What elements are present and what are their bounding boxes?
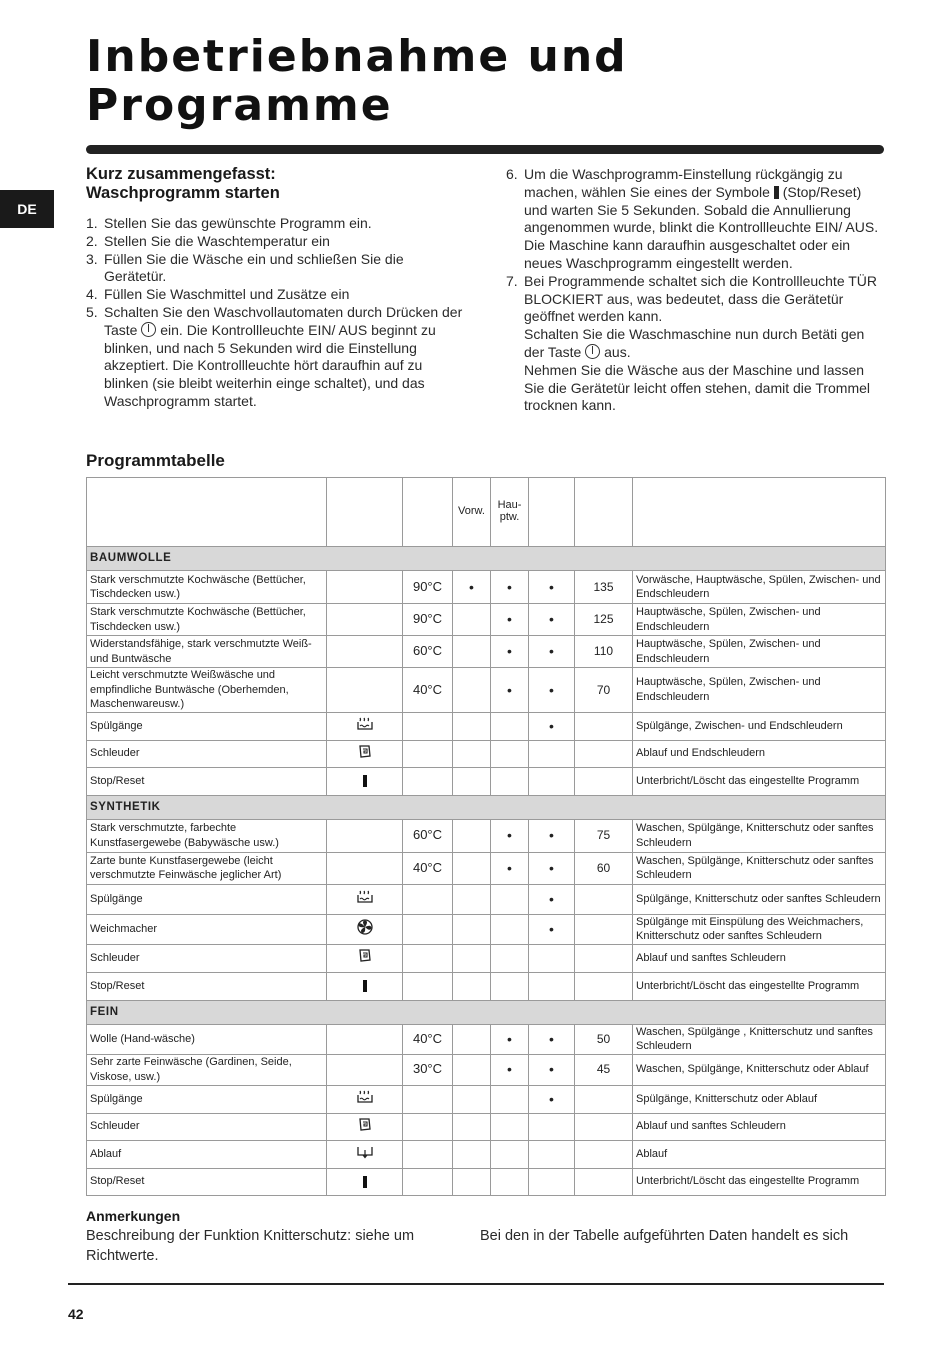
rinse-dot: • xyxy=(529,914,575,944)
program-info: Vorwäsche, Hauptwäsche, Spülen, Zwischen- und Endschleudern xyxy=(633,571,886,604)
header-cell xyxy=(403,478,453,547)
rinse-dot xyxy=(529,767,575,795)
mainwash-dot xyxy=(491,1140,529,1168)
table-row xyxy=(87,1168,886,1195)
steps-list-left xyxy=(86,215,466,411)
prewash-dot xyxy=(453,767,491,795)
mainwash-dot: • xyxy=(491,604,529,636)
rinse-dot: • xyxy=(529,1054,575,1085)
note-right: Bei den in der Tabelle aufgeführten Daten handelt es sich xyxy=(480,1228,849,1244)
duration-cell xyxy=(575,884,633,914)
stop-icon xyxy=(363,773,367,787)
duration-cell xyxy=(575,767,633,795)
program-table xyxy=(86,477,886,1196)
rinse-dot xyxy=(529,1140,575,1168)
program-description: Weichmacher xyxy=(87,914,327,944)
spin-icon xyxy=(358,948,372,965)
duration-cell: 125 xyxy=(575,604,633,636)
program-description: Stark verschmutzte Kochwäsche (Bettücher, Tischdecken usw.) xyxy=(87,571,327,604)
program-info: Unterbricht/Löscht das eingestellte Programm xyxy=(633,1168,886,1195)
program-info: Hauptwäsche, Spülen, Zwischen- und Endschleudern xyxy=(633,604,886,636)
mainwash-dot: • xyxy=(491,1024,529,1054)
step-item xyxy=(86,286,466,304)
step-text: Füllen Sie die Wäsche ein und schließen Sie die Gerätetür. xyxy=(104,250,404,285)
table-row xyxy=(87,767,886,795)
duration-cell: 45 xyxy=(575,1054,633,1085)
prewash-dot xyxy=(453,712,491,740)
program-symbol-cell xyxy=(327,712,403,740)
rinse-icon xyxy=(357,889,373,906)
program-description: Ablauf xyxy=(87,1140,327,1168)
program-symbol-cell xyxy=(327,571,403,604)
temperature-cell: 90°C xyxy=(403,571,453,604)
program-info: Spülgänge, Knitterschutz oder Ablauf xyxy=(633,1085,886,1113)
program-symbol-cell xyxy=(327,1054,403,1085)
section-name: FEIN xyxy=(87,1000,886,1024)
step-number: 6. xyxy=(506,166,518,182)
program-description: Schleuder xyxy=(87,740,327,767)
spin-icon xyxy=(358,1117,372,1134)
mainwash-dot xyxy=(491,740,529,767)
program-symbol-cell xyxy=(327,1168,403,1195)
duration-cell: 60 xyxy=(575,852,633,884)
rinse-icon xyxy=(357,716,373,733)
mainwash-dot: • xyxy=(491,668,529,713)
program-table-title: Programmtabelle xyxy=(86,451,225,470)
rinse-dot: • xyxy=(529,819,575,852)
prewash-dot xyxy=(453,1054,491,1085)
header-cell xyxy=(633,478,886,547)
stop-reset-icon xyxy=(774,186,779,199)
prewash-dot xyxy=(453,668,491,713)
temperature-cell: 40°C xyxy=(403,1024,453,1054)
mainwash-dot xyxy=(491,914,529,944)
temperature-cell xyxy=(403,972,453,1000)
duration-cell: 135 xyxy=(575,571,633,604)
table-row xyxy=(87,1024,886,1054)
rinse-dot: • xyxy=(529,852,575,884)
step-text-post: (Stop/Reset) und warten Sie 5 Sekunden. Sobald die Annullierung angenommen wurde, blinkt die Kontrollleuchte EIN/ AUS. Die Maschine kann daraufhin ausgeschaltet oder ein neues Waschprogramm eingestellt werden. xyxy=(524,183,879,271)
program-symbol-cell xyxy=(327,852,403,884)
table-row xyxy=(87,740,886,767)
temperature-cell: 40°C xyxy=(403,852,453,884)
program-description: Stop/Reset xyxy=(87,767,327,795)
page-number: 42 xyxy=(68,1306,84,1322)
table-row xyxy=(87,604,886,636)
duration-cell xyxy=(575,914,633,944)
page-title xyxy=(86,32,628,130)
program-info: Ablauf xyxy=(633,1140,886,1168)
quick-start-heading xyxy=(86,165,386,203)
program-info: Ablauf und sanftes Schleudern xyxy=(633,1113,886,1140)
table-row xyxy=(87,972,886,1000)
program-info: Ablauf und sanftes Schleudern xyxy=(633,944,886,972)
program-symbol-cell xyxy=(327,604,403,636)
program-description: Zarte bunte Kunstfasergewebe (leicht verschmutzte Feinwäsche jeglicher Art) xyxy=(87,852,327,884)
spin-icon xyxy=(358,744,372,761)
step-text-pre: Schalten Sie den Waschvollautomaten durch Drücken der Taste xyxy=(104,303,463,338)
duration-cell xyxy=(575,740,633,767)
program-description: Spülgänge xyxy=(87,1085,327,1113)
note-left: Beschreibung der Funktion Knitterschutz: siehe um Richtwerte. xyxy=(86,1228,415,1264)
duration-cell xyxy=(575,712,633,740)
program-info: Ablauf und Endschleudern xyxy=(633,740,886,767)
duration-cell: 110 xyxy=(575,636,633,668)
table-row xyxy=(87,944,886,972)
rinse-dot: • xyxy=(529,571,575,604)
program-symbol-cell xyxy=(327,972,403,1000)
program-symbol-cell xyxy=(327,668,403,713)
prewash-dot xyxy=(453,1168,491,1195)
program-info: Hauptwäsche, Spülen, Zwischen- und Endschleudern xyxy=(633,668,886,713)
rinse-dot xyxy=(529,740,575,767)
table-row xyxy=(87,636,886,668)
program-description: Stop/Reset xyxy=(87,972,327,1000)
rinse-dot: • xyxy=(529,604,575,636)
prewash-dot xyxy=(453,1113,491,1140)
prewash-dot xyxy=(453,884,491,914)
table-header-row xyxy=(87,478,886,547)
step-number: 4. xyxy=(86,286,98,303)
step-number: 7. xyxy=(506,272,518,289)
rinse-dot: • xyxy=(529,636,575,668)
program-symbol-cell xyxy=(327,636,403,668)
step-text: Stellen Sie die Waschtemperatur ein xyxy=(104,232,330,249)
temperature-cell: 90°C xyxy=(403,604,453,636)
page-title-line1: Inbetriebnahme und xyxy=(86,31,628,82)
program-symbol-cell xyxy=(327,1140,403,1168)
mainwash-dot xyxy=(491,972,529,1000)
step-item xyxy=(86,251,466,287)
section-header-row xyxy=(87,547,886,571)
step-number: 2. xyxy=(86,232,98,249)
program-description: Stark verschmutzte, farbechte Kunstfasergewebe (Babywäsche usw.) xyxy=(87,819,327,852)
program-description: Spülgänge xyxy=(87,712,327,740)
duration-cell xyxy=(575,1168,633,1195)
mainwash-dot xyxy=(491,767,529,795)
step-text-pre: Schalten Sie die Waschmaschine nun durch Betäti gen der Taste xyxy=(524,326,865,360)
stop-icon xyxy=(363,1173,367,1187)
page-title-line2: Programme xyxy=(86,80,393,131)
section-name: SYNTHETIK xyxy=(87,795,886,819)
mainwash-dot: • xyxy=(491,852,529,884)
quick-start-heading-line1: Kurz zusammengefasst: xyxy=(86,165,276,183)
rinse-dot xyxy=(529,944,575,972)
section-name: BAUMWOLLE xyxy=(87,547,886,571)
temperature-cell xyxy=(403,1140,453,1168)
stop-icon xyxy=(363,978,367,992)
section-header-row xyxy=(87,795,886,819)
program-info: Waschen, Spülgänge, Knitterschutz oder sanftes Schleudern xyxy=(633,852,886,884)
program-symbol-cell xyxy=(327,884,403,914)
mainwash-dot xyxy=(491,944,529,972)
step-text-post: ein. Die Kontrollleuchte EIN/ AUS beginnt zu blinken, und nach 5 Sekunden wird die Einstellung akzeptiert. Die Kontrollleuchte hört daraufhin auf zu blinken (sie bleibt weiterhin einge schaltet), und das Waschprogramm startet. xyxy=(104,321,436,409)
program-symbol-cell xyxy=(327,914,403,944)
rinse-dot: • xyxy=(529,884,575,914)
step-number: 3. xyxy=(86,250,98,267)
step-text-pre: Um die Waschprogramm-Einstellung rückgängig zu machen, wählen Sie eines der Symbole xyxy=(524,166,843,200)
rinse-dot: • xyxy=(529,1085,575,1113)
program-description: Stop/Reset xyxy=(87,1168,327,1195)
prewash-dot xyxy=(453,1140,491,1168)
header-cell-haupt xyxy=(491,478,529,547)
table-row xyxy=(87,914,886,944)
prewash-dot xyxy=(453,819,491,852)
table-row xyxy=(87,668,886,713)
mainwash-dot xyxy=(491,1085,529,1113)
temperature-cell xyxy=(403,914,453,944)
table-row xyxy=(87,884,886,914)
mainwash-dot: • xyxy=(491,819,529,852)
notes-title: Anmerkungen xyxy=(86,1208,181,1224)
mainwash-dot xyxy=(491,1168,529,1195)
program-info: Waschen, Spülgänge , Knitterschutz und sanftes Schleudern xyxy=(633,1024,886,1054)
step-number: 1. xyxy=(86,215,98,231)
temperature-cell xyxy=(403,767,453,795)
temperature-cell xyxy=(403,884,453,914)
program-description: Leicht verschmutzte Weißwäsche und empfindliche Buntwäsche (Oberhemden, Maschenwareusw.) xyxy=(87,668,327,713)
table-row xyxy=(87,1054,886,1085)
prewash-dot xyxy=(453,1024,491,1054)
language-tab: DE xyxy=(0,190,54,228)
header-cell xyxy=(575,478,633,547)
temperature-cell: 60°C xyxy=(403,636,453,668)
duration-cell: 50 xyxy=(575,1024,633,1054)
duration-cell xyxy=(575,1140,633,1168)
header-cell xyxy=(529,478,575,547)
duration-cell xyxy=(575,972,633,1000)
program-info: Spülgänge, Zwischen- und Endschleudern xyxy=(633,712,886,740)
mainwash-dot xyxy=(491,884,529,914)
program-description: Sehr zarte Feinwäsche (Gardinen, Seide, Viskose, usw.) xyxy=(87,1054,327,1085)
rinse-dot: • xyxy=(529,712,575,740)
title-divider xyxy=(86,145,884,154)
table-row xyxy=(87,712,886,740)
duration-cell: 70 xyxy=(575,668,633,713)
table-row xyxy=(87,819,886,852)
program-info: Unterbricht/Löscht das eingestellte Programm xyxy=(633,767,886,795)
duration-cell xyxy=(575,1085,633,1113)
step-item xyxy=(86,215,466,233)
program-symbol-cell xyxy=(327,819,403,852)
table-row xyxy=(87,1140,886,1168)
footer-divider xyxy=(68,1283,884,1285)
program-info: Hauptwäsche, Spülen, Zwischen- und Endschleudern xyxy=(633,636,886,668)
step-text: Füllen Sie Waschmittel und Zusätze ein xyxy=(104,286,350,303)
step-text: Bei Programmende schaltet sich die Kontrollleuchte TÜR BLOCKIERT aus, was bedeutet, dass die Gerätetür geöffnet werden kann. xyxy=(524,272,878,325)
temperature-cell: 30°C xyxy=(403,1054,453,1085)
mainwash-dot: • xyxy=(491,636,529,668)
prewash-dot xyxy=(453,740,491,767)
program-symbol-cell xyxy=(327,1024,403,1054)
prewash-dot xyxy=(453,972,491,1000)
header-haupt-label-2: ptw. xyxy=(499,511,520,523)
mainwash-dot: • xyxy=(491,571,529,604)
temperature-cell xyxy=(403,1085,453,1113)
rinse-dot xyxy=(529,1113,575,1140)
prewash-dot xyxy=(453,914,491,944)
header-cell xyxy=(87,478,327,547)
program-info: Unterbricht/Löscht das eingestellte Programm xyxy=(633,972,886,1000)
program-description: Schleuder xyxy=(87,944,327,972)
step-text: Stellen Sie das gewünschte Programm ein. xyxy=(104,215,372,231)
section-header-row xyxy=(87,1000,886,1024)
prewash-dot: • xyxy=(453,571,491,604)
rinse-icon xyxy=(357,1089,373,1106)
program-symbol-cell xyxy=(327,1113,403,1140)
program-info: Spülgänge mit Einspülung des Weichmachers, Knitterschutz oder sanftes Schleudern xyxy=(633,914,886,944)
step-item xyxy=(86,304,466,411)
program-symbol-cell xyxy=(327,767,403,795)
drain-icon xyxy=(357,1144,373,1161)
program-info: Waschen, Spülgänge, Knitterschutz oder sanftes Schleudern xyxy=(633,819,886,852)
power-button-icon xyxy=(141,322,156,337)
step-text-post: aus. xyxy=(604,343,631,360)
program-description: Wolle (Hand-wäsche) xyxy=(87,1024,327,1054)
temperature-cell: 40°C xyxy=(403,668,453,713)
mainwash-dot: • xyxy=(491,1054,529,1085)
program-description: Spülgänge xyxy=(87,884,327,914)
steps-list-right xyxy=(506,166,881,415)
temperature-cell xyxy=(403,944,453,972)
prewash-dot xyxy=(453,1085,491,1113)
temperature-cell xyxy=(403,1113,453,1140)
step-number: 5. xyxy=(86,303,98,320)
rinse-dot xyxy=(529,1168,575,1195)
program-description: Stark verschmutzte Kochwäsche (Bettücher, Tischdecken usw.) xyxy=(87,604,327,636)
rinse-dot: • xyxy=(529,668,575,713)
header-cell xyxy=(327,478,403,547)
softener-icon xyxy=(357,919,373,937)
header-vorw-label: Vorw. xyxy=(458,505,485,517)
table-row xyxy=(87,1085,886,1113)
prewash-dot xyxy=(453,852,491,884)
temperature-cell xyxy=(403,712,453,740)
header-cell-vorw xyxy=(453,478,491,547)
program-symbol-cell xyxy=(327,740,403,767)
table-row xyxy=(87,571,886,604)
step-item xyxy=(506,273,881,415)
duration-cell xyxy=(575,1113,633,1140)
mainwash-dot xyxy=(491,712,529,740)
program-symbol-cell xyxy=(327,1085,403,1113)
program-info: Waschen, Spülgänge, Knitterschutz oder Ablauf xyxy=(633,1054,886,1085)
temperature-cell xyxy=(403,1168,453,1195)
prewash-dot xyxy=(453,944,491,972)
quick-start-heading-line2: Waschprogramm starten xyxy=(86,184,280,202)
power-button-icon xyxy=(585,344,600,359)
rinse-dot: • xyxy=(529,1024,575,1054)
prewash-dot xyxy=(453,636,491,668)
step-item xyxy=(86,233,466,251)
mainwash-dot xyxy=(491,1113,529,1140)
program-info: Spülgänge, Knitterschutz oder sanftes Schleudern xyxy=(633,884,886,914)
table-row xyxy=(87,852,886,884)
temperature-cell xyxy=(403,740,453,767)
temperature-cell: 60°C xyxy=(403,819,453,852)
step-item xyxy=(506,166,881,273)
program-symbol-cell xyxy=(327,944,403,972)
program-description: Schleuder xyxy=(87,1113,327,1140)
duration-cell: 75 xyxy=(575,819,633,852)
program-description: Widerstandsfähige, stark verschmutzte Weiß- und Buntwäsche xyxy=(87,636,327,668)
header-haupt-label-1: Hau- xyxy=(497,499,522,511)
rinse-dot xyxy=(529,972,575,1000)
step-text: Nehmen Sie die Wäsche aus der Maschine und lassen Sie die Gerätetür leicht offen stehen, damit die Trommel trocknen kann. xyxy=(524,361,871,414)
prewash-dot xyxy=(453,604,491,636)
duration-cell xyxy=(575,944,633,972)
table-row xyxy=(87,1113,886,1140)
